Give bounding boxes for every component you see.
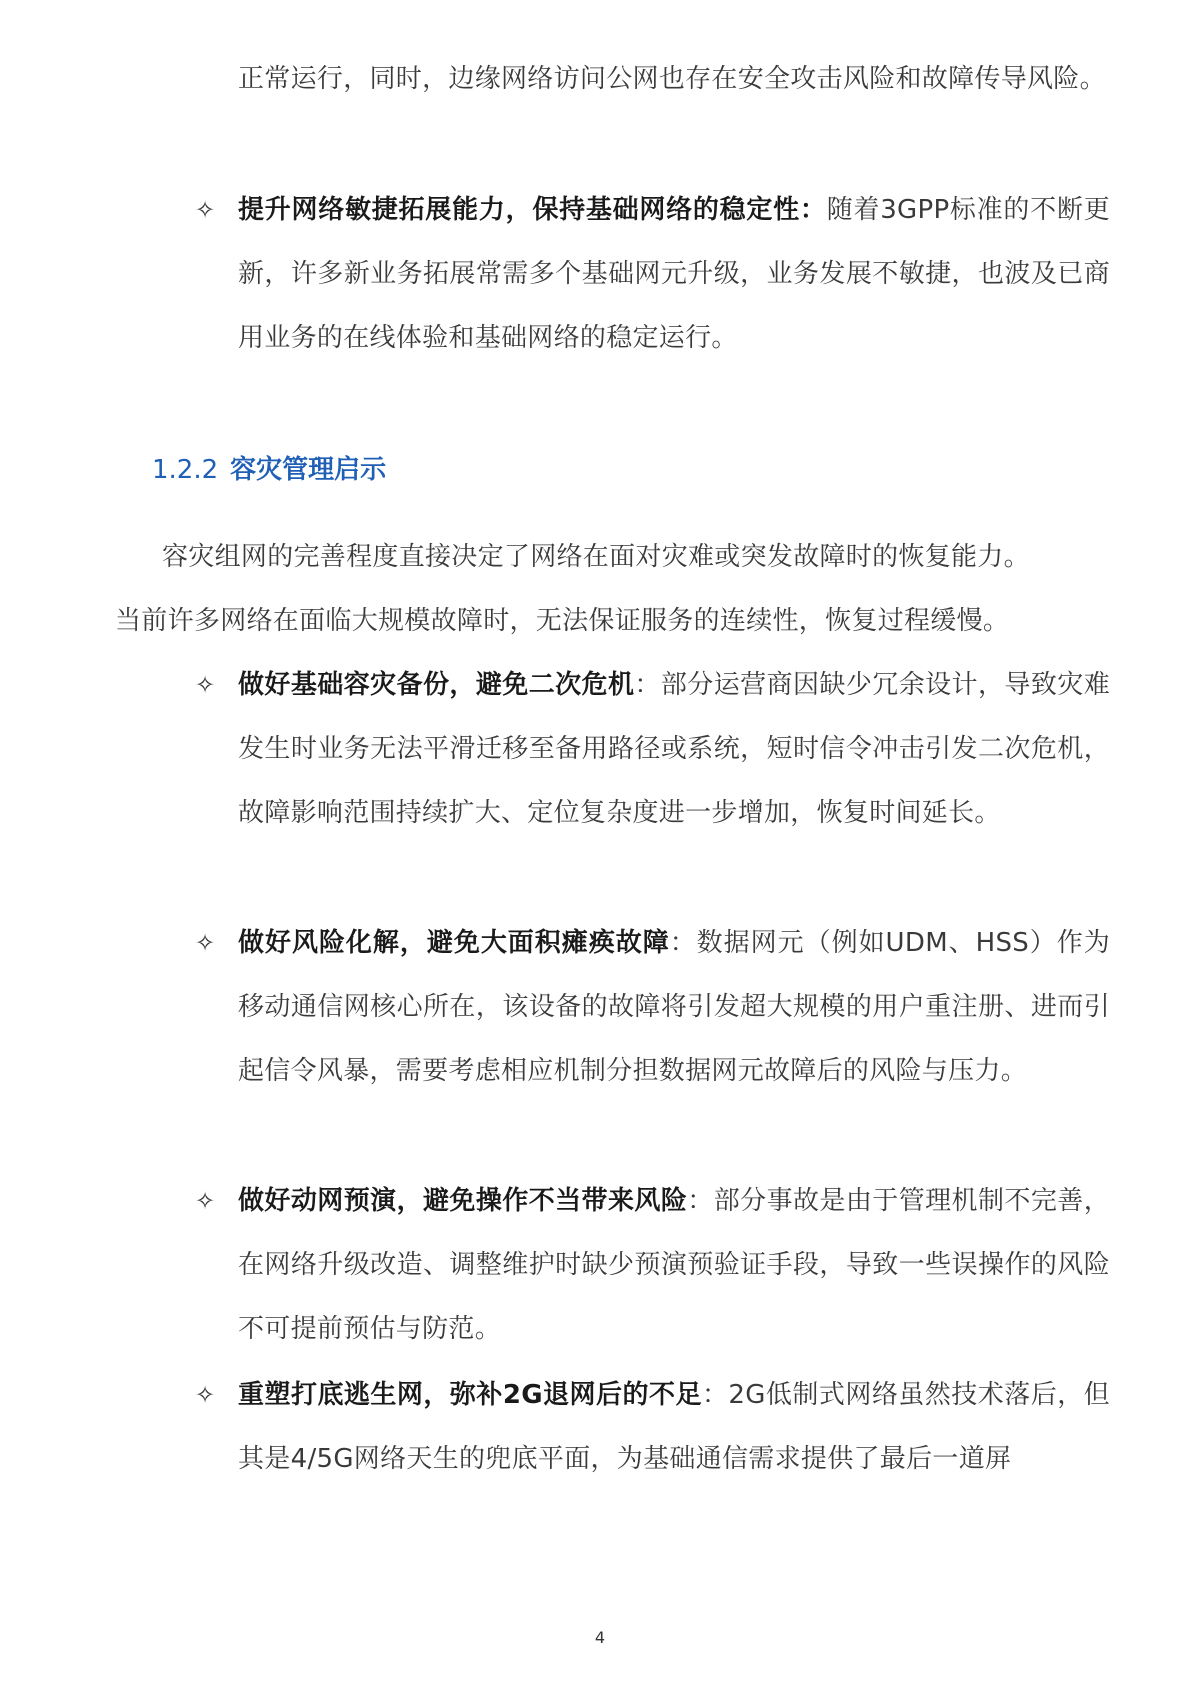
intro-continuation: 正常运行，同时，边缘网络访问公网也存在安全攻击风险和故障传导风险。 [238,64,1106,94]
bullet-item-rehearsal [195,1169,1110,1361]
bullet-body [238,1363,1110,1491]
bullet-body [238,911,1110,1103]
section-paragraph [115,525,1110,653]
paragraph-line-1: 容灾组网的完善程度直接决定了网络在面对灾难或突发故障时的恢复能力。 [162,542,1030,572]
bullet-lead: 重塑打底逃生网，弥补2G退网后的不足 [238,1380,702,1410]
diamond-bullet-icon: ✧ [195,929,216,957]
bullet-lead: 做好动网预演，避免操作不当带来风险 [238,1186,688,1216]
bullet-lead: 做好基础容灾备份，避免二次危机 [238,670,635,700]
bullet-text: 随着3GPP标准的不断更新，许多新业务拓展常需多个基础网元升级，业务发展不敏捷，也波及已商用业务的在线体验和基础网络的稳定运行。 [238,195,1110,353]
bullet-lead: 做好风险化解，避免大面积瘫痪故障 [238,928,670,958]
bullet-text: ：部分事故是由于管理机制不完善，在网络升级改造、调整维护时缺少预演预验证手段，导致一些误操作的风险不可提前预估与防范。 [238,1186,1110,1344]
bullet-item-escape-network [195,1363,1110,1491]
paragraph-line-2: 当前许多网络在面临大规模故障时，无法保证服务的连续性，恢复过程缓慢。 [115,606,1010,636]
section-heading [152,450,386,490]
diamond-bullet-icon: ✧ [195,1187,216,1215]
diamond-bullet-icon: ✧ [195,671,216,699]
bullet-item-risk [195,911,1110,1103]
bullet-body [238,178,1110,370]
bullet-item-backup [195,653,1110,845]
page-number: 4 [594,1628,606,1647]
bullet-item-network-agility [195,178,1110,370]
bullet-body [238,653,1110,845]
bullet-text: ：数据网元（例如UDM、HSS）作为移动通信网核心所在，该设备的故障将引发超大规模的用户重注册、进而引起信令风暴，需要考虑相应机制分担数据网元故障后的风险与压力。 [238,928,1110,1086]
bullet-text: ：2G低制式网络虽然技术落后，但其是4/5G网络天生的兜底平面，为基础通信需求提供了最后一道屏 [238,1380,1110,1474]
section-title: 容灾管理启示 [230,455,387,485]
section-number: 1.2.2 [152,455,219,485]
diamond-bullet-icon: ✧ [195,1381,216,1409]
bullet-text: ：部分运营商因缺少冗余设计，导致灾难发生时业务无法平滑迁移至备用路径或系统，短时信令冲击引发二次危机，故障影响范围持续扩大、定位复杂度进一步增加，恢复时间延长。 [238,670,1110,828]
bullet-body [238,1169,1110,1361]
bullet-lead: 提升网络敏捷拓展能力，保持基础网络的稳定性： [238,195,827,225]
diamond-bullet-icon: ✧ [195,196,216,224]
